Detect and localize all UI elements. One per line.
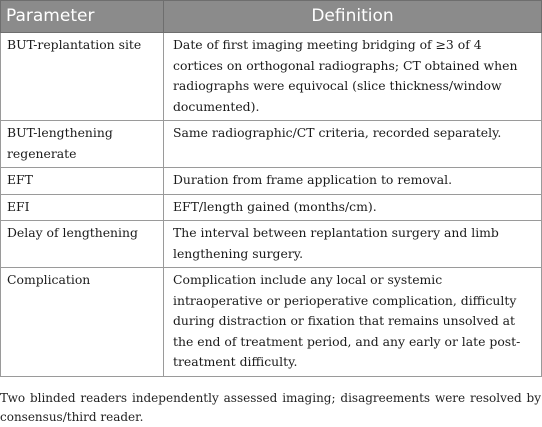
- definition-cell: Date of first imaging meeting bridging of ≥3 of 4 cortices on orthogonal radiographs; CT obtained when radiographs were equivocal (slice thickness/window documented).: [164, 33, 542, 121]
- parameter-cell: EFT: [1, 168, 164, 195]
- header-definition: Definition: [164, 1, 542, 33]
- table-row: [1, 194, 542, 221]
- parameter-cell: Complication: [1, 268, 164, 377]
- parameter-cell: BUT-replantation site: [1, 33, 164, 121]
- definition-cell: Complication include any local or systemic intraoperative or perioperative complication, difficulty during distraction or fixation that remains unsolved at the end of treatment period, and any early or late post-treatment difficulty.: [164, 268, 542, 377]
- table-header: [1, 1, 542, 33]
- table-footnote: Two blinded readers independently assessed imaging; disagreements were resolved by consensus/third reader.: [0, 391, 541, 424]
- table-row: [1, 121, 542, 168]
- table-row: [1, 33, 542, 121]
- definition-cell: Duration from frame application to removal.: [164, 168, 542, 195]
- parameter-cell: BUT-lengthening regenerate: [1, 121, 164, 168]
- table-body: [1, 33, 542, 377]
- table-row: [1, 221, 542, 268]
- definition-cell: The interval between replantation surgery and limb lengthening surgery.: [164, 221, 542, 268]
- definition-cell: EFT/length gained (months/cm).: [164, 194, 542, 221]
- table-row: [1, 168, 542, 195]
- parameter-cell: Delay of lengthening: [1, 221, 164, 268]
- header-parameter: Parameter: [1, 1, 164, 33]
- parameter-cell: EFI: [1, 194, 164, 221]
- header-row: [1, 1, 542, 33]
- table-row: [1, 268, 542, 377]
- definition-cell: Same radiographic/CT criteria, recorded separately.: [164, 121, 542, 168]
